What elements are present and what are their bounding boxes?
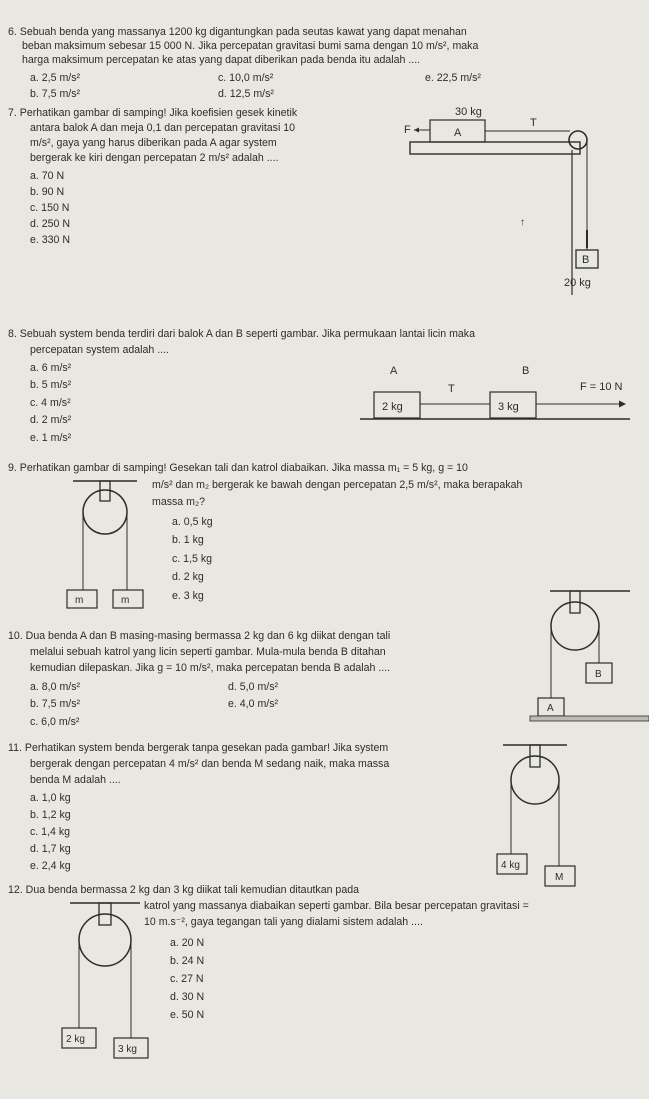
- q7-text-line4: bergerak ke kiri dengan percepatan 2 m/s² adalah ....: [30, 152, 279, 164]
- q9-figure-atwood: [55, 478, 155, 613]
- q7-option-b[interactable]: b. 90 N: [30, 186, 65, 198]
- q12-text-line3: 10 m.s⁻², gaya tegangan tali yang dialami sistem adalah ....: [144, 916, 423, 928]
- q6-option-a[interactable]: a. 2,5 m/s²: [30, 72, 81, 84]
- q12-option-b[interactable]: b. 24 N: [170, 955, 205, 967]
- q8-text-line2: percepatan system adalah ....: [30, 344, 169, 356]
- q8-label-b: B: [522, 365, 530, 377]
- q11-pulley: [511, 756, 559, 804]
- q8-option-b[interactable]: b. 5 m/s²: [30, 379, 72, 391]
- q10-option-b[interactable]: b. 7,5 m/s²: [30, 698, 81, 710]
- q9-text-line2: m/s² dan m₂ bergerak ke bawah dengan percepatan 2,5 m/s², maka berapakah: [152, 479, 523, 491]
- q7-option-d[interactable]: d. 250 N: [30, 218, 71, 230]
- q10-option-a[interactable]: a. 8,0 m/s²: [30, 681, 81, 693]
- q9-option-c[interactable]: c. 1,5 kg: [172, 553, 213, 565]
- q9-pulley: [83, 490, 127, 534]
- q12-figure-atwood: [55, 900, 155, 1060]
- q7-tension-arrow-label: ↑: [520, 217, 525, 228]
- q12-option-e[interactable]: e. 50 N: [170, 1009, 205, 1021]
- q11-text-line2: bergerak dengan percepatan 4 m/s² dan benda M sedang naik, maka massa: [30, 758, 390, 770]
- q12-pulley: [79, 914, 131, 966]
- q6-option-d[interactable]: d. 12,5 m/s²: [218, 88, 274, 100]
- q11-option-b[interactable]: b. 1,2 kg: [30, 809, 71, 821]
- q11-option-e[interactable]: e. 2,4 kg: [30, 860, 71, 872]
- q6-text-line2: beban maksimum sebesar 15 000 N. Jika percepatan gravitasi bumi sama dengan 10 m/s², maka: [22, 40, 479, 52]
- q9-mass-left-label: m: [75, 595, 84, 606]
- q6-option-e[interactable]: e. 22,5 m/s²: [425, 72, 481, 84]
- q11-option-d[interactable]: d. 1,7 kg: [30, 843, 71, 855]
- q9-text-line3: massa m₂?: [152, 496, 205, 508]
- q7-text-line1: 7. Perhatikan gambar di samping! Jika koefisien gesek kinetik: [8, 107, 298, 119]
- q9-option-d[interactable]: d. 2 kg: [172, 571, 204, 583]
- q10-text-line3: kemudian dilepaskan. Jika g = 10 m/s², maka percepatan benda B adalah ....: [30, 662, 391, 674]
- q11-block-left-label: 4 kg: [501, 860, 520, 871]
- q8-mass-a: 2 kg: [382, 401, 403, 413]
- q10-text-line1: 10. Dua benda A dan B masing-masing bermassa 2 kg dan 6 kg diikat dengan tali: [8, 630, 391, 642]
- q12-text-line2: katrol yang massanya diabaikan seperti gambar. Bila besar percepatan gravitasi =: [144, 900, 529, 912]
- q9-option-e[interactable]: e. 3 kg: [172, 590, 204, 602]
- q7-option-a[interactable]: a. 70 N: [30, 170, 65, 182]
- q12-block-right-label: 3 kg: [118, 1044, 137, 1055]
- q6-text-line1: 6. Sebuah benda yang massanya 1200 kg digantungkan pada seutas kawat yang dapat menahan: [8, 26, 467, 38]
- q9-text-line1: 9. Perhatikan gambar di samping! Gesekan tali dan katrol diabaikan. Jika massa m₁ = 5 kg, g = 10: [8, 462, 468, 474]
- q7-option-e[interactable]: e. 330 N: [30, 234, 71, 246]
- q7-mass-b-label: 20 kg: [564, 277, 591, 289]
- q8-label-a: A: [390, 365, 398, 377]
- q12-option-a[interactable]: a. 20 N: [170, 937, 205, 949]
- q8-figure-blocks-on-floor: [360, 362, 630, 432]
- q6-option-b[interactable]: b. 7,5 m/s²: [30, 88, 81, 100]
- q11-option-a[interactable]: a. 1,0 kg: [30, 792, 71, 804]
- q12-block-left-label: 2 kg: [66, 1034, 85, 1045]
- q10-pulley: [551, 602, 599, 650]
- q9-mass-right-label: m: [121, 595, 130, 606]
- q8-option-a[interactable]: a. 6 m/s²: [30, 362, 72, 374]
- q11-figure-atwood: [485, 742, 585, 890]
- q9-option-b[interactable]: b. 1 kg: [172, 534, 204, 546]
- q7-figure-table-pulley: [400, 100, 630, 300]
- q6-option-c[interactable]: c. 10,0 m/s²: [218, 72, 274, 84]
- q12-option-c[interactable]: c. 27 N: [170, 973, 204, 985]
- q7-force-label: F: [404, 124, 411, 136]
- q7-option-c[interactable]: c. 150 N: [30, 202, 70, 214]
- q8-text-line1: 8. Sebuah system benda terdiri dari balok A dan B seperti gambar. Jika permukaan lantai licin maka: [8, 328, 475, 340]
- q11-text-line1: 11. Perhatikan system benda bergerak tanpa gesekan pada gambar! Jika system: [8, 742, 389, 754]
- q8-option-d[interactable]: d. 2 m/s²: [30, 414, 72, 426]
- q7-tension-label: T: [530, 117, 537, 129]
- q8-mass-b: 3 kg: [498, 401, 519, 413]
- q11-text-line3: benda M adalah ....: [30, 774, 121, 786]
- q8-option-e[interactable]: e. 1 m/s²: [30, 432, 72, 444]
- q10-floor: [530, 716, 649, 721]
- q7-text-line2: antara balok A dan meja 0,1 dan percepatan gravitasi 10: [30, 122, 296, 134]
- q12-option-d[interactable]: d. 30 N: [170, 991, 205, 1003]
- q8-tension-label: T: [448, 383, 455, 395]
- q10-figure-pulley-floor: [530, 588, 649, 723]
- q10-option-d[interactable]: d. 5,0 m/s²: [228, 681, 279, 693]
- q9-option-a[interactable]: a. 0,5 kg: [172, 516, 213, 528]
- q10-text-line2: melalui sebuah katrol yang licin seperti gambar. Mula-mula benda B ditahan: [30, 646, 386, 658]
- q10-option-e[interactable]: e. 4,0 m/s²: [228, 698, 279, 710]
- q12-text-line1: 12. Dua benda bermassa 2 kg dan 3 kg diikat tali kemudian ditautkan pada: [8, 884, 360, 896]
- q7-block-b-label: B: [582, 254, 590, 266]
- q8-force-label: F = 10 N: [580, 381, 623, 393]
- q11-block-m-label: M: [555, 872, 564, 883]
- q8-option-c[interactable]: c. 4 m/s²: [30, 397, 71, 409]
- q10-option-c[interactable]: c. 6,0 m/s²: [30, 716, 80, 728]
- q6-text-line3: harga maksimum percepatan ke atas yang dapat diberikan pada benda itu adalah ....: [22, 54, 421, 66]
- q7-mass-a-label: 30 kg: [455, 106, 482, 118]
- q7-block-a-label: A: [454, 127, 462, 139]
- q7-text-line3: m/s², gaya yang harus diberikan pada A agar system: [30, 137, 277, 149]
- q7-table-top: [410, 142, 580, 154]
- q11-option-c[interactable]: c. 1,4 kg: [30, 826, 71, 838]
- q7-pulley: [569, 131, 587, 149]
- q10-block-b-label: B: [595, 669, 602, 680]
- q10-block-a-label: A: [547, 703, 554, 714]
